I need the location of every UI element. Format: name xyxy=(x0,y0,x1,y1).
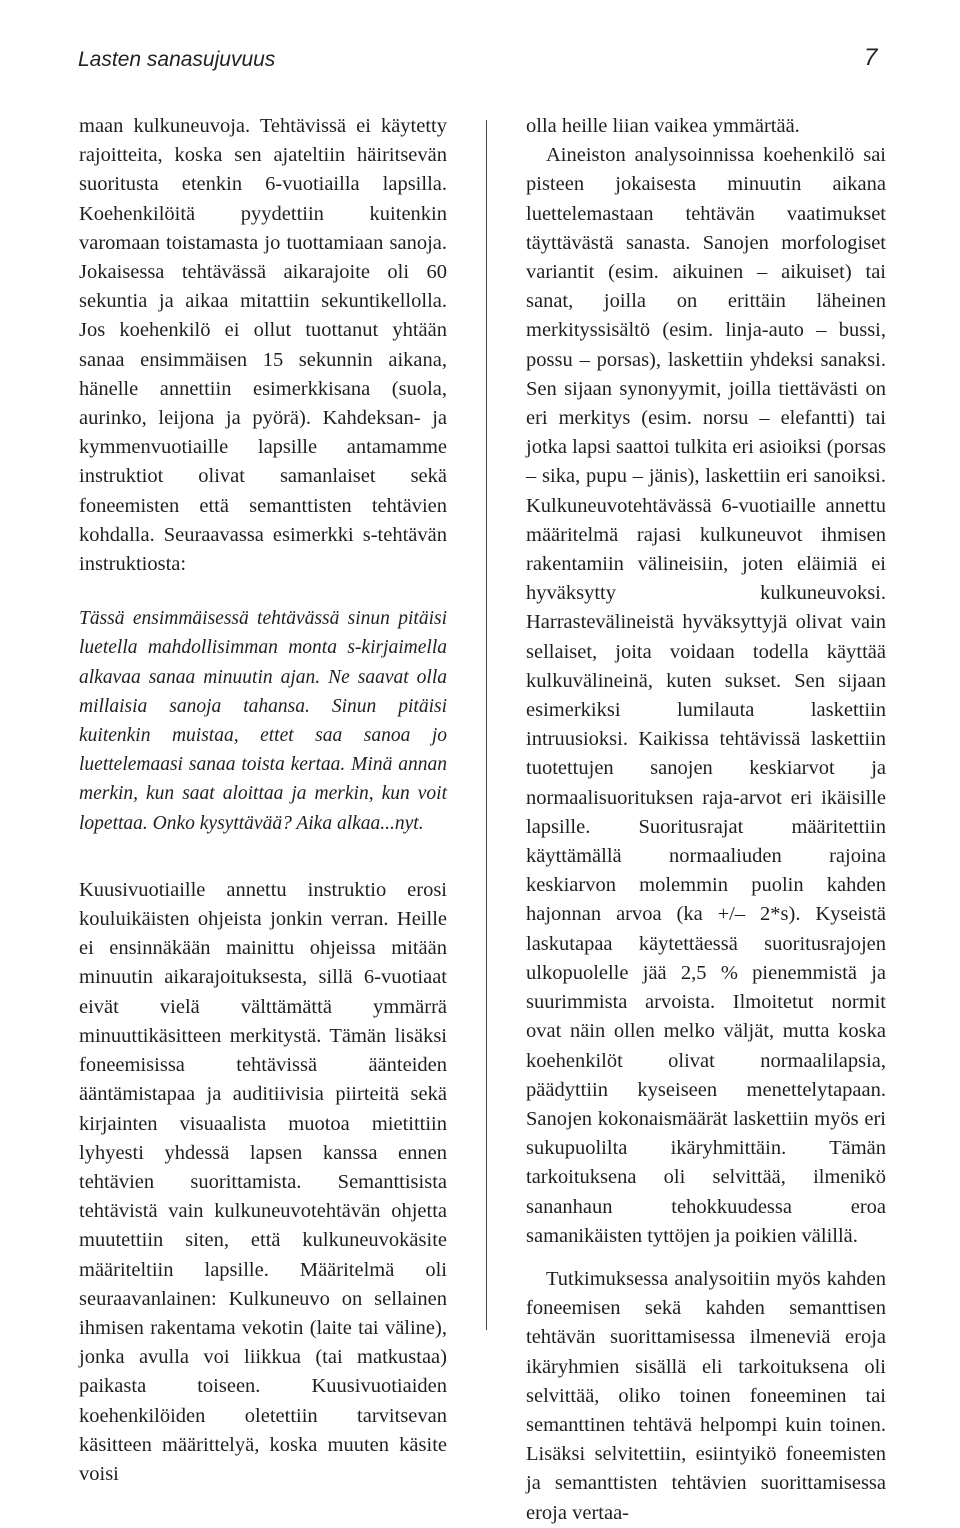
body-paragraph: Tutkimuksessa analysoitiin myös kahden foneemisen sekä kahden semanttisen tehtävän suorittamisessa ilmeneviä eroja ikäryhmien sisällä eli tarkoituksena oli selvittää, oliko toinen foneeminen tai semanttinen tehtävä helpompi kuin toinen. Lisäksi selvitettiin, esiintyikö foneemisten ja semanttisten tehtävien suorittamisessa eroja vertaa- xyxy=(526,1267,886,1524)
body-paragraph: Aineiston analysoinnissa koehenkilö sai pisteen jokaisesta minuutin aikana luettelemastaan tehtävän vaatimukset täyttävästä sanasta. Sanojen morfologiset variantit (esim. aikuinen – aikuiset) tai sanat, joilla on erittäin läheinen merkityssisältö (esim. linja-auto – bussi, possu – porsas), laskettiin yhdeksi sanaksi. Sen sijaan synonyymit, joilla tiettävästi on eri merkitys (esim. norsu – elefantti) tai jotka lapsi saattoi tulkita eri asioiksi (porsas – sika, pupu – jänis), laskettiin eri sanoiksi. Kulkuneuvotehtävässä 6-vuotiaille annettu määritelmä rajasi kulkuneuvot ihmisen rakentamiin välineisiin, joten eläimiä ei hyväksytty kulkuneuvoksi. Harrastevälineistä hyväksyttyjä olivat vain sellaiset, joita voidaan todella käyttää kulkuvälineinä, kuten sukset. Sen sijaan esimerkiksi lumilauta laskettiin intruusioksi. Kaikissa tehtävissä laskettiin tuotettujen sanojen keskiarvot ja normaalisuorituksen raja-arvot eri ikäisille lapsille. Suoritusrajat määritettiin käyttämällä normaaliuden rajoina keskiarvon molemmin puolin kahden hajonnan arvoa (ka +/– 2*s). Kyseistä laskutapaa käytettäessä suoritusrajojen ulkopuolelle jää 2,5 % pienemmistä ja suurimmista arvoista. Ilmoitetut normit ovat näin ollen melko väljät, mutta koska koehenkilöt olivat normaalilapsia, päädyttiin kyseiseen menettelytapaan. Sanojen kokonaismäärät laskettiin myös eri sukupuolilta ikäryhmittäin. Tämän tarkoituksena oli selvittää, ilmenikö sananhaun tehokkuudessa eroa samanikäisten tyttöjen ja poikien välillä. xyxy=(526,144,886,1247)
body-paragraph: maan kulkuneuvoja. Tehtävissä ei käytetty rajoitteita, koska sen ajateltiin häiritsevän suoritusta etenkin 6-vuotiailla lapsilla. Koehenkilöitä pyydettiin kuitenkin varomaan toistamasta jo tuottamiaan sanoja. Jokaisessa tehtävässä aikarajoite oli 60 sekuntia ja aikaa mitattiin sekuntikellolla. Jos koehenkilö ei ollut tuottanut yhtään sanaa ensimmäisen 15 sekunnin aikana, hänelle annettiin esimerkkisana (suola, aurinko, leijona ja pyörä). Kahdeksan- ja kymmenvuotiaille lapsille antamamme instruktiot olivat samanlaiset sekä foneemisten että semanttisten tehtävien kohdalla. Seuraavassa esimerkki s-tehtävän instruktiosta: xyxy=(79,115,447,576)
page-number: 7 xyxy=(864,44,878,71)
column-divider xyxy=(486,120,487,1330)
body-paragraph: Kuusivuotiaille annettu instruktio erosi kouluikäisten ohjeista jonkin verran. Heille ei ensinnäkään mainittu ohjeissa mitään minuutin aikarajoituksesta, sillä 6-vuotiaat eivät vielä välttämättä ymmärrä minuuttikäsitteen merkitystä. Tämän lisäksi foneemisissa tehtävissä äänteiden ääntämistapaa ja auditiivisia piirteitä sekä kirjainten visuaalista muotoa mietittiin lyhyesti yhdessä lapsen kanssa ennen tehtävien suorittamista. Semanttisista tehtävistä vain kulkuneuvotehtävän ohjetta muutettiin siten, että kulkuneuvokäsite määriteltiin lapsille. Määritelmä oli seuraavanlainen: Kulkuneuvo on sellainen ihmisen rakentama vekotin (laite tai väline), jonka avulla voi liikkua (tai matkustaa) paikasta toiseen. Kuusivuotiaiden koehenkilöiden oletettiin tarvitsevan käsitteen määrittelyä, koska muuten käsite voisi xyxy=(79,878,447,1485)
left-column xyxy=(79,112,447,1489)
right-column xyxy=(526,112,886,1528)
body-paragraph: olla heille liian vaikea ymmärtää. xyxy=(526,115,800,137)
running-title: Lasten sanasujuvuus xyxy=(78,48,276,71)
instruction-quote: Tässä ensimmäisessä tehtävässä sinun pitäisi luetella mahdollisimman monta s-kirjaimella alkavaa sanaa minuutin ajan. Ne saavat olla millaisia sanoja tahansa. Sinun pitäisi kuitenkin muistaa, ettet saa sanoa jo luettelemaasi sanaa toista kertaa. Minä annan merkin, kun saat aloittaa ja merkin, kun voit lopettaa. Onko kysyttävää? Aika alkaa...nyt. xyxy=(79,608,447,834)
